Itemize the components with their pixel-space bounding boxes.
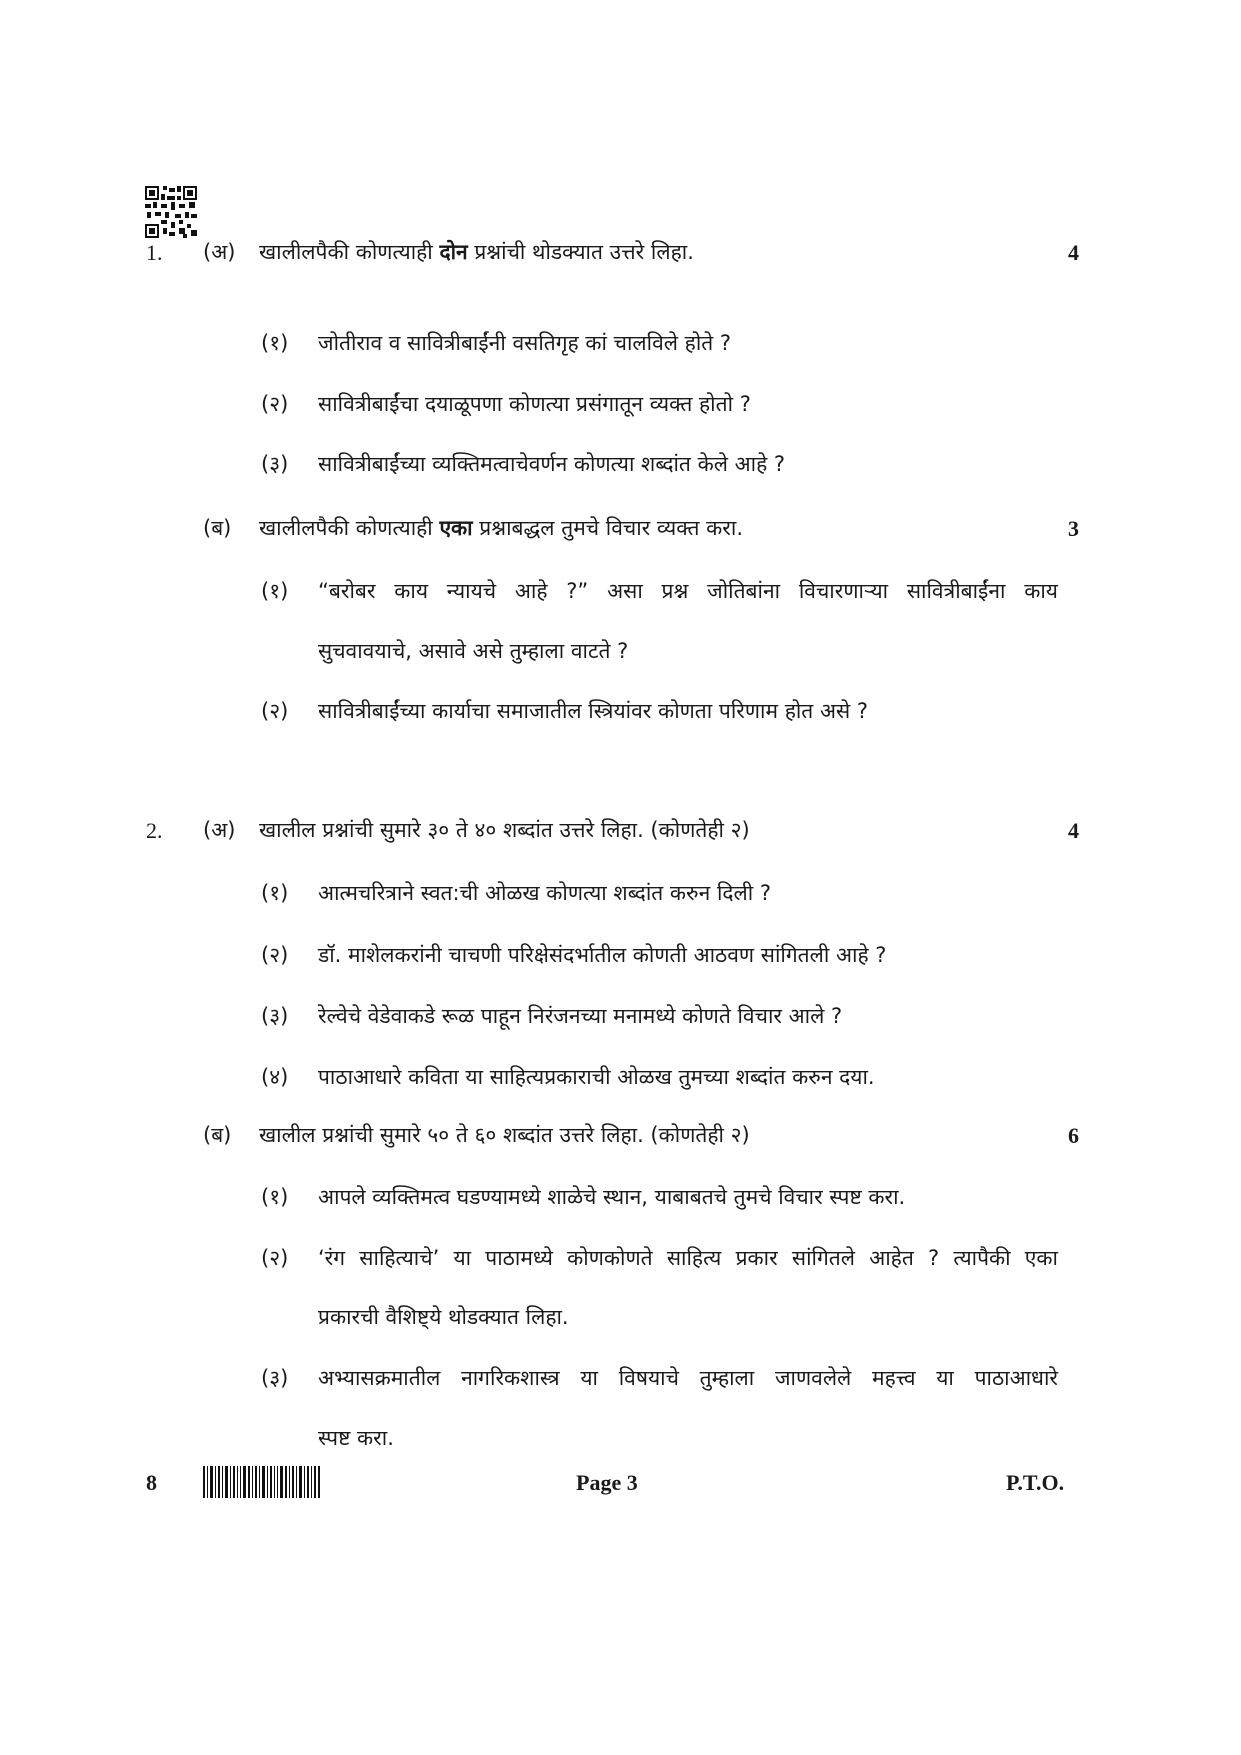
q2-a-label: (अ): [203, 818, 236, 842]
q1-a-label: (अ): [203, 240, 236, 264]
q2-b-item1-number: (१): [261, 1185, 289, 1209]
q2-a-item4-text: पाठाआधारे कविता या साहित्यप्रकाराची ओळख तुमच्या शब्दांत करुन दया.: [318, 1065, 875, 1089]
q2-a-item4-number: (४): [261, 1065, 289, 1089]
q2-a-item3-text: रेल्वेचे वेडेवाकडे रूळ पाहून निरंजनच्या मनामध्ये कोणते विचार आले ?: [318, 1004, 843, 1028]
q1-a-marks: 4: [1068, 240, 1079, 265]
q1-b-marks: 3: [1068, 516, 1079, 541]
pto-label: P.T.O.: [1006, 1470, 1065, 1495]
q1-b-label: (ब): [203, 516, 232, 540]
q2-a-item3-number: (३): [261, 1004, 289, 1028]
q1-b-item2-text: सावित्रीबाईंच्या कार्याचा समाजातील स्त्रियांवर कोणता परिणाम होत असे ?: [318, 699, 869, 723]
q1-a-item2-number: (२): [261, 392, 289, 416]
q2-a-marks: 4: [1068, 818, 1079, 843]
q1-a-item3-number: (३): [261, 452, 289, 476]
q2-b-item3-line1: अभ्यासक्रमातील नागरिकशास्त्र या विषयाचे तुम्हाला जाणवलेले महत्त्व या पाठाआधारे: [318, 1366, 1058, 1390]
q1-b-item2-number: (२): [261, 699, 289, 723]
q1-number: 1.: [146, 240, 163, 265]
q1-b-item1-number: (१): [261, 579, 289, 603]
q2-b-item2-line2: प्रकारची वैशिष्ट्ये थोडक्यात लिहा.: [318, 1305, 569, 1329]
q2-b-marks: 6: [1068, 1123, 1079, 1148]
qr-code: [145, 186, 197, 238]
q2-b-item3-number: (३): [261, 1366, 289, 1390]
q1-b-item1-line2: सुचवावयाचे, असावे असे तुम्हाला वाटते ?: [318, 639, 629, 663]
q1-b-instruction: खालीलपैकी कोणत्याही एका प्रश्नाबद्धल तुमचे विचार व्यक्त करा.: [259, 516, 744, 540]
q2-a-item1-number: (१): [261, 881, 289, 905]
page-number: Page 3: [576, 1470, 638, 1495]
q1-b-item1-line1: “बरोबर काय न्यायचे आहे ?” असा प्रश्न जोतिबांना विचारणाऱ्या सावित्रीबाईंना काय: [318, 579, 1058, 603]
q2-a-item1-text: आत्मचरित्राने स्वत:ची ओळख कोणत्या शब्दांत करुन दिली ?: [318, 881, 772, 905]
q2-b-item1-text: आपले व्यक्तिमत्व घडण्यामध्ये शाळेचे स्थान, याबाबतचे तुमचे विचार स्पष्ट करा.: [318, 1185, 906, 1209]
q2-number: 2.: [146, 818, 163, 843]
q2-b-item3-line2: स्पष्ट करा.: [318, 1426, 394, 1450]
q2-b-label: (ब): [203, 1123, 232, 1147]
q2-b-instruction: खालील प्रश्नांची सुमारे ५० ते ६० शब्दांत उत्तरे लिहा. (कोणतेही २): [259, 1123, 750, 1147]
q2-a-item2-number: (२): [261, 943, 289, 967]
q1-a-item1-text: जोतीराव व सावित्रीबाईंनी वसतिगृह कां चालविले होते ?: [318, 331, 732, 355]
q1-a-item2-text: सावित्रीबाईंचा दयाळूपणा कोणत्या प्रसंगातून व्यक्त होतो ?: [318, 392, 751, 416]
q1-a-item1-number: (१): [261, 331, 289, 355]
barcode: [203, 1466, 321, 1498]
q2-b-item2-number: (२): [261, 1246, 289, 1270]
q1-a-instruction: खालीलपैकी कोणत्याही दोन प्रश्नांची थोडक्यात उत्तरे लिहा.: [259, 240, 694, 264]
q2-a-instruction: खालील प्रश्नांची सुमारे ३० ते ४० शब्दांत उत्तरे लिहा. (कोणतेही २): [259, 818, 750, 842]
q1-a-item3-text: सावित्रीबाईंच्या व्यक्तिमत्वाचेवर्णन कोणत्या शब्दांत केले आहे ?: [318, 452, 786, 476]
q2-b-item2-line1: ‘रंग साहित्याचे’ या पाठामध्ये कोणकोणते साहित्य प्रकार सांगितले आहेत ? त्यापैकी एका: [318, 1246, 1058, 1270]
q2-a-item2-text: डॉ. माशेलकरांनी चाचणी परिक्षेसंदर्भातील कोणती आठवण सांगितली आहे ?: [318, 943, 887, 967]
footer-code: 8: [146, 1470, 157, 1495]
